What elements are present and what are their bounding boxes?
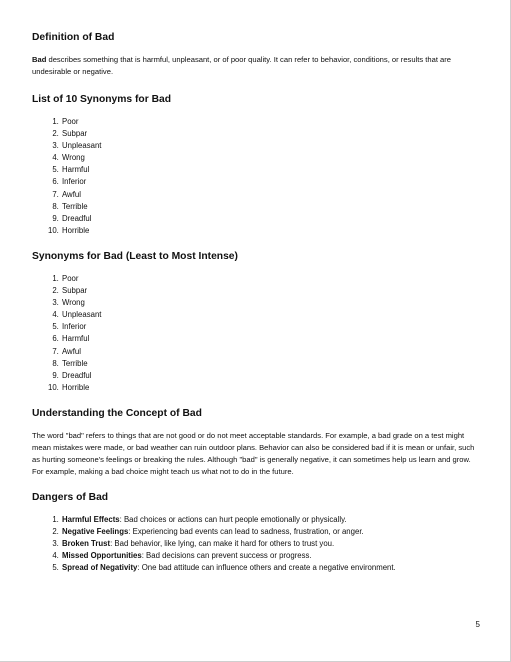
list-item: 3. Wrong	[61, 297, 482, 309]
list-item: 1. Poor	[61, 116, 482, 128]
list-item: 6. Inferior	[61, 176, 482, 188]
list-item: 8. Terrible	[61, 201, 482, 213]
list-item: 9. Dreadful	[61, 213, 482, 225]
danger-term: Broken Trust	[62, 539, 111, 549]
synonyms-section	[32, 93, 482, 237]
page-content	[32, 31, 482, 574]
list-item: 7. Awful	[61, 346, 482, 358]
danger-term: Spread of Negativity	[62, 563, 138, 573]
synonyms-heading: List of 10 Synonyms for Bad	[32, 94, 172, 105]
definition-paragraph	[32, 54, 482, 78]
list-item: 10. Horrible	[61, 382, 482, 394]
list-item	[61, 526, 482, 538]
definition-text: describes something that is harmful, unpleasant, or of poor quality. It can refer to behavior, conditions, or results that are undesirable or negative.	[32, 55, 452, 76]
danger-term: Negative Feelings	[62, 526, 129, 536]
danger-term: Harmful Effects	[62, 514, 120, 524]
intensity-list	[32, 273, 482, 394]
danger-text: : Bad decisions can prevent success or progress.	[141, 551, 312, 561]
list-item	[61, 514, 482, 526]
dangers-list	[32, 514, 482, 574]
list-item: 5. Harmful	[61, 164, 482, 176]
danger-text: : One bad attitude can influence others and create a negative environment.	[137, 563, 396, 573]
list-item	[61, 538, 482, 550]
definition-section	[32, 31, 482, 78]
page-number: 5	[475, 620, 480, 629]
list-item: 4. Unpleasant	[61, 309, 482, 321]
definition-term: Bad	[32, 55, 47, 64]
intensity-heading: Synonyms for Bad (Least to Most Intense)	[32, 250, 238, 262]
list-item: 2. Subpar	[61, 128, 482, 140]
definition-heading: Definition of Bad	[32, 32, 115, 43]
list-item: 4. Wrong	[61, 152, 482, 164]
danger-term: Missed Opportunities	[62, 551, 142, 561]
understanding-section	[32, 407, 482, 478]
list-item: 5. Inferior	[61, 321, 482, 333]
understanding-paragraph: The word "bad" refers to things that are not good or do not meet acceptable standards. For example, a bad grade on a test might mean mistakes were made, or bad weather can ruin outdoor plans. Behavior can also be considered bad if it is mean or unfair, such as hurting someone's feelings or breaking the rules. Although "bad" is generally negative, it can sometimes help us learn and grow. For example, making a bad choice might teach us what not to do in the future.	[32, 430, 475, 476]
dangers-heading: Dangers of Bad	[32, 491, 109, 503]
list-item: 2. Subpar	[61, 285, 482, 297]
intensity-section	[32, 250, 482, 394]
list-item: 8. Terrible	[61, 358, 482, 370]
list-item: 7. Awful	[61, 189, 482, 201]
danger-text: : Experiencing bad events can lead to sadness, frustration, or anger.	[128, 526, 364, 536]
synonyms-list	[32, 116, 482, 237]
dangers-section	[32, 491, 482, 574]
list-item: 10. Horrible	[61, 225, 482, 237]
understanding-heading: Understanding the Concept of Bad	[32, 407, 202, 419]
list-item: 1. Poor	[61, 273, 482, 285]
list-item: 3. Unpleasant	[61, 140, 482, 152]
list-item	[61, 562, 482, 574]
danger-text: : Bad behavior, like lying, can make it hard for others to trust you.	[110, 539, 335, 549]
list-item: 9. Dreadful	[61, 370, 482, 382]
danger-text: : Bad choices or actions can hurt people emotionally or physically.	[119, 514, 347, 524]
list-item	[61, 550, 482, 562]
list-item: 6. Harmful	[61, 333, 482, 345]
